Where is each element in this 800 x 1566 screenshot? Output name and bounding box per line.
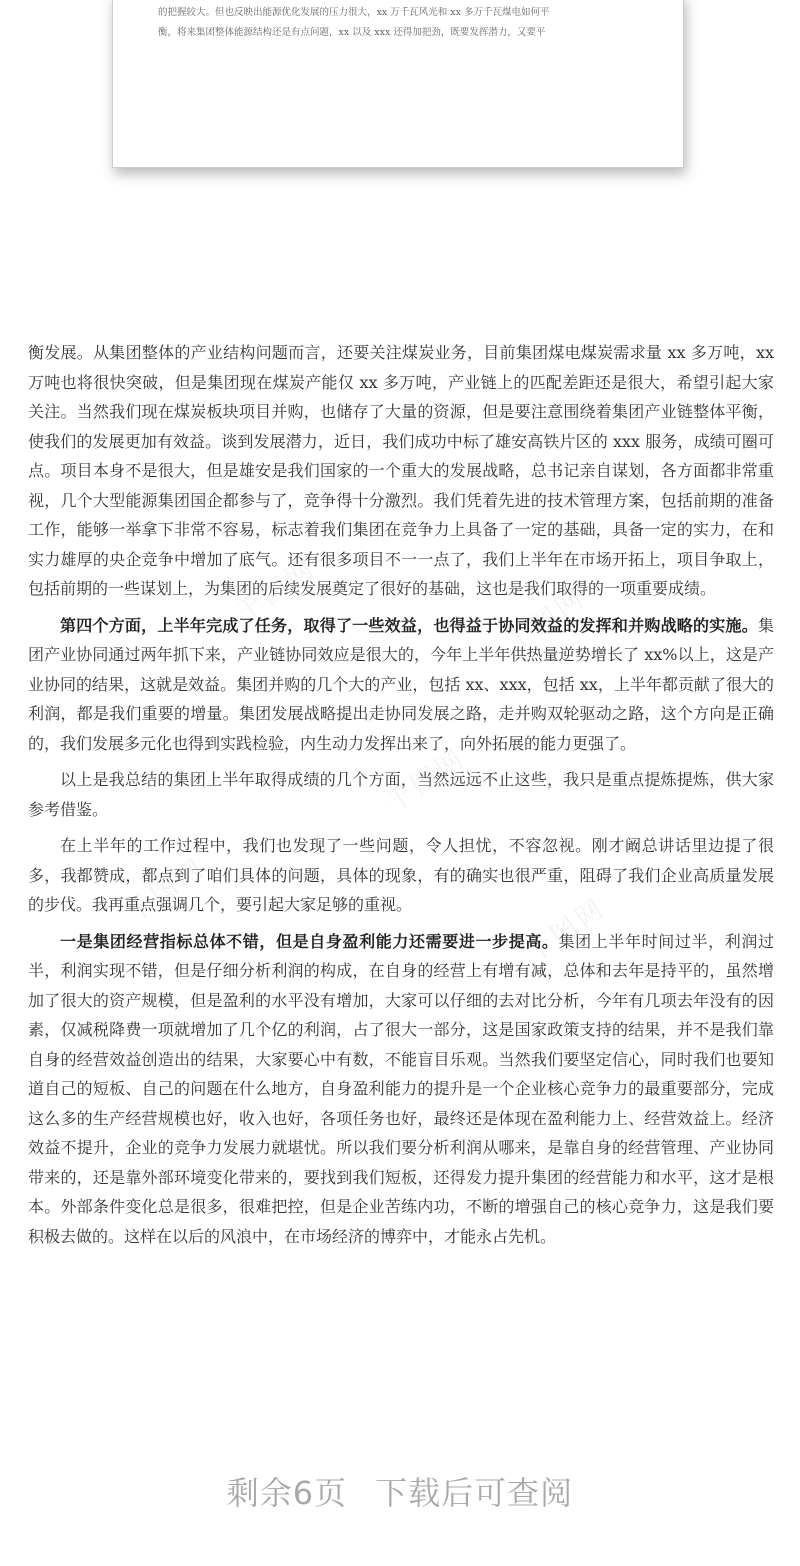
paragraph-2 — [28, 611, 774, 759]
thumbnail-text — [158, 3, 648, 43]
remaining-pages-banner[interactable] — [0, 1468, 800, 1514]
paragraph-heading: 第四个方面，上半年完成了任务，取得了一些效益，也得益于协同效益的发挥和并购战略的实施。 — [60, 615, 758, 635]
page-thumbnail — [112, 0, 684, 168]
document-body — [28, 338, 774, 1258]
watermark: 千图网 — [120, 852, 212, 929]
paragraph-text: 集团上半年时间过半，利润过半，利润实现不错，但是仔细分析利润的构成，在自身的经营上有增有减，总体和去年是持平的，虽然增加了很大的资产规模，但是盈利的水平没有增加，大家可以仔细的去对比分析，今年有几项去年没有的因素，仅减税降费一项就增加了几个亿的利润，占了很大一部分，这是国家政策支持的结果，并不是我们靠自身的经营效益创造出的结果，大家要心中有数，不能盲目乐观。当然我们要坚定信心，同时我们也要知道自己的短板、自己的问题在什么地方，自身盈利能力的提升是一个企业核心竞争力的最重要部分，完成这么多的生产经营规模也好，收入也好，各项任务也好，最终还是体现在盈利能力上、经营效益上。经济效益不提升，企业的竞争力发展力就堪忧。所以我们要分析利润从哪来，是靠自身的经营管理、产业协同带来的，还是靠外部环境变化带来的，要找到我们短板，还得发力提升集团的经营能力和水平，这才是根本。外部条件变化总是很多，很难把控，但是企业苦练内功，不断的增强自己的核心竞争力，这是我们要积极去做的。这样在以后的风浪中，在市场经济的博弈中，才能永占先机。 — [28, 931, 774, 1246]
watermark: 千图网 — [520, 892, 612, 969]
watermark: 千图网 — [500, 582, 592, 659]
paragraph-text: 以上是我总结的集团上半年取得成绩的几个方面，当然远远不止这些，我只是重点提炼提炼，供大家参考借鉴。 — [28, 770, 774, 819]
paragraph-1 — [28, 338, 774, 604]
paragraph-text: 衡发展。从集团整体的产业结构问题而言，还要关注煤炭业务，目前集团煤电煤炭需求量 xx 多万吨，xx 万吨也将很快突破，但是集团现在煤炭产能仅 xx 多万吨，产业链上的匹配差距还是很大，希望引起大家关注。当然我们现在煤炭板块项目并购，也储存了大量的资源，但是要注意围绕着集团产业链整体平衡，使我们的发展更加有效益。谈到发展潜力，近日，我们成功中标了雄安高铁片区的 xxx 服务，成绩可圈可点。项目本身不是很大，但是雄安是我们国家的一个重大的发展战略，总书记亲自谋划，各方面都非常重视，几个大型能源集团国企都参与了，竞争得十分激烈。我们凭着先进的技术管理方案，包括前期的准备工作，能够一举拿下非常不容易，标志着我们集团在竞争力上具备了一定的基础，具备一定的实力，在和实力雄厚的央企竞争中增加了底气。还有很多项目不一一点了，我们上半年在市场开拓上，项目争取上，包括前期的一些谋划上，为集团的后续发展奠定了很好的基础，这也是我们取得的一项重要成绩。 — [28, 343, 774, 598]
paragraph-heading: 一是集团经营指标总体不错，但是自身盈利能力还需要进一步提高。 — [60, 931, 559, 951]
paragraph-text: 在上半年的工作过程中，我们也发现了一些问题，令人担忧，不容忽视。刚才阚总讲话里边提了很多，我都赞成，都点到了咱们具体的问题，具体的现象，有的确实也很严重，阻碍了我们企业高质量发展的步伐。我再重点强调几个，要引起大家足够的重视。 — [28, 836, 774, 914]
thumbnail-line-2: 衡，将来集团整体能源结构还是有点问题，xx 以及 xxx 还得加把劲，既要发挥潜力，又要平 — [158, 27, 546, 38]
watermark: 千图网 — [380, 742, 472, 819]
download-to-view-label: 下载后可查阅 — [375, 1474, 574, 1512]
thumbnail-line-1: 的把握较大。但也反映出能源优化发展的压力很大，xx 万千瓦风光和 xx 多万千瓦煤电如何平 — [158, 7, 550, 18]
paragraph-text: 集团产业协同通过两年抓下来，产业链协同效应是很大的，今年上半年供热量逆势增长了 xx%以上，这是产业协同的结果，这就是效益。集团并购的几个大的产业，包括 xx、xxx，包括 xx，上半年都贡献了很大的利润，都是我们重要的增量。集团发展战略提出走协同发展之路，走并购双轮驱动之路，这个方向是正确的，我们发展多元化也得到实践检验，内生动力发挥出来了，向外拓展的能力更强了。 — [28, 615, 774, 753]
paragraph-5 — [28, 927, 774, 1252]
watermark: 千图网 — [230, 552, 322, 629]
paragraph-4 — [28, 831, 774, 920]
paragraph-3 — [28, 765, 774, 824]
remaining-pages-label: 剩余6页 — [226, 1474, 348, 1512]
